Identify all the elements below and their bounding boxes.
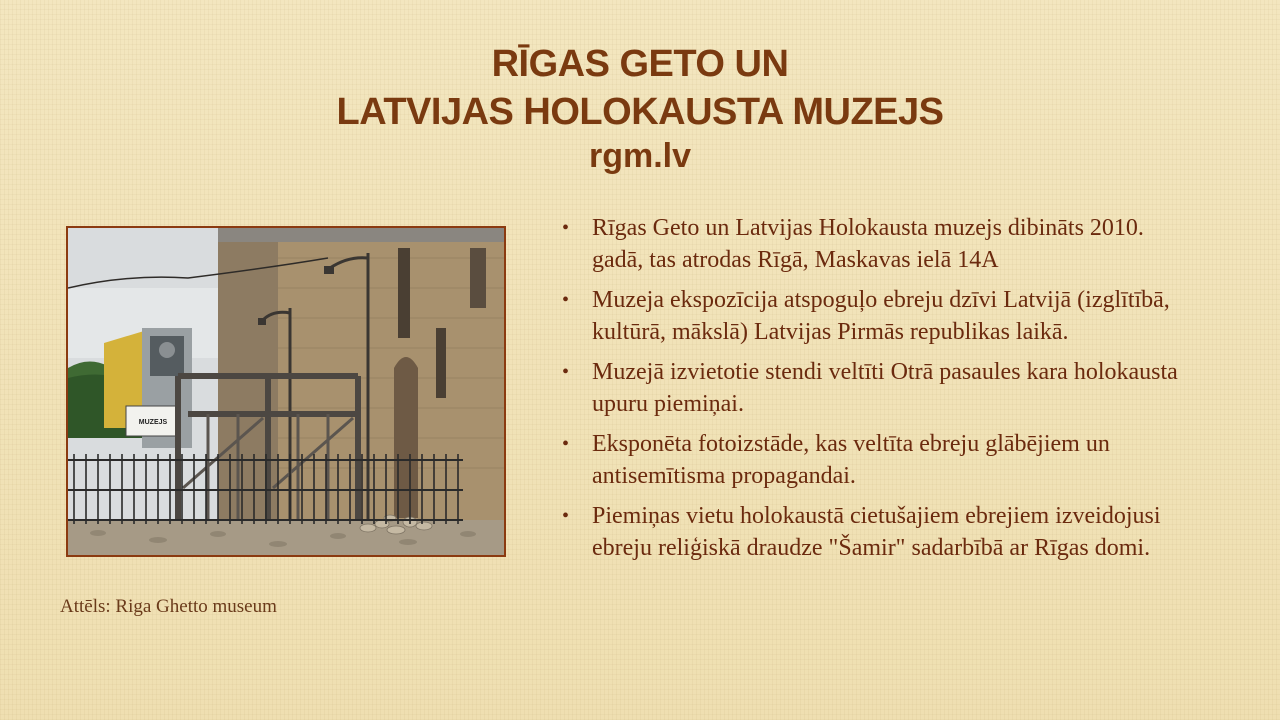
bullet-icon: • [562,289,570,311]
museum-sign-text: MUZEJS [138,419,168,426]
museum-photo [66,226,506,557]
bullet-item [560,356,1200,420]
bullet-icon: • [562,433,570,455]
bullet-list [560,212,1200,572]
bullet-icon: • [562,505,570,527]
photo-caption: Attēls: Riga Ghetto museum [60,596,277,617]
window [398,248,410,338]
bullet-text: Piemiņas vietu holokaustā cietušajiem ebrejiem izveidojusi ebreju reliģiskā draudze "Šamir" sadarbībā ar Rīgas domi. [592,503,1161,561]
museum-photo-illustration [68,228,504,555]
bullet-item [560,284,1200,348]
bullet-icon: • [562,361,570,383]
title-line-2: LATVIJAS HOLOKAUSTA MUZEJS [336,91,944,133]
bullet-item [560,212,1200,276]
title-line-1: RĪGAS GETO UN [491,43,789,85]
bullet-text: Rīgas Geto un Latvijas Holokausta muzejs dibināts 2010. gadā, tas atrodas Rīgā, Maskavas ielā 14A [592,215,1144,273]
cobblestone-ground [68,520,504,555]
bullet-item [560,500,1200,564]
bullet-text: Muzejā izvietotie stendi veltīti Otrā pasaules kara holokausta upuru piemiņai. [592,359,1178,417]
slide-title [0,40,1280,176]
bullet-item [560,428,1200,492]
title-url: rgm.lv [588,137,692,175]
bullet-text: Muzeja ekspozīcija atspoguļo ebreju dzīvi Latvijā (izglītībā, kultūrā, mākslā) Latvijas Pirmās republikas laikā. [592,287,1170,345]
bullet-icon: • [562,217,570,239]
bullet-text: Eksponēta fotoizstāde, kas veltīta ebreju glābējiem un antisemītisma propagandai. [592,431,1110,489]
